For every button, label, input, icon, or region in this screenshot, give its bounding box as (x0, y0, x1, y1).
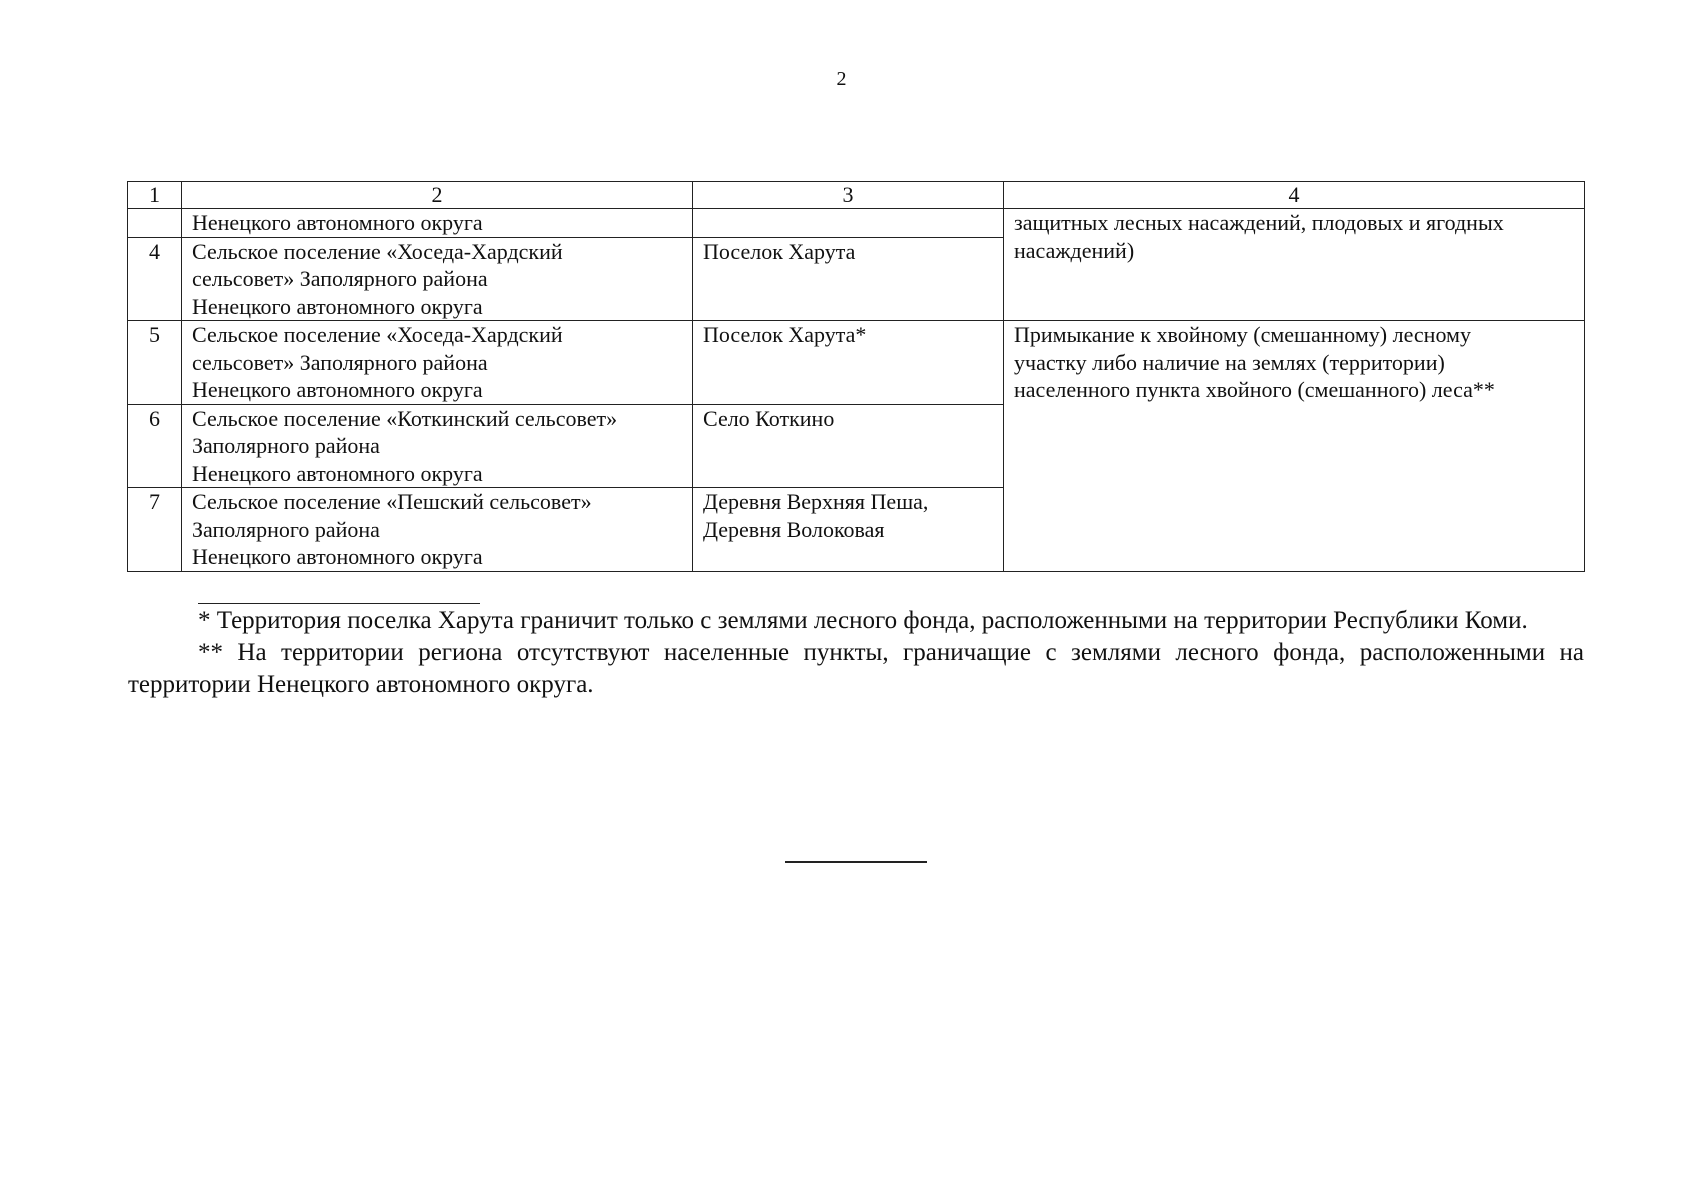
locality-cell (693, 237, 1004, 321)
table-row (128, 321, 1585, 405)
footnote-2: ** На территории региона отсутствуют населенные пункты, граничащие с землями лесного фонда, расположенными на территории Ненецкого автономного округа. (128, 639, 1584, 698)
settlement-cell (182, 321, 693, 405)
settlement-text: Ненецкого автономного округа (192, 544, 483, 569)
row-number-cell (128, 209, 182, 238)
table-header-row (128, 182, 1585, 209)
settlement-text: Ненецкого автономного округа (192, 210, 483, 235)
locality-text: Деревня Волоковая (703, 516, 885, 542)
criterion-text: Примыкание к хвойному (смешанному) лесному (1014, 322, 1471, 347)
settlement-text: Ненецкого автономного округа (192, 377, 483, 402)
column-header-3: 3 (693, 182, 1004, 209)
settlement-cell (182, 404, 693, 488)
settlement-cell (182, 209, 693, 238)
locality-text: Поселок Харута* (703, 322, 867, 347)
column-header-2: 2 (182, 182, 693, 209)
settlements-table (127, 181, 1585, 572)
locality-text: Поселок Харута (703, 238, 856, 264)
footnote-1: * Территория поселка Харута граничит только с землями лесного фонда, расположенными на территории Республики Коми. (198, 607, 1528, 634)
locality-cell (693, 404, 1004, 488)
footnotes (128, 605, 1584, 701)
criterion-text: насаждений) (1014, 237, 1135, 263)
settlement-text: Сельское поселение «Пешский сельсовет» (192, 489, 592, 514)
settlement-text: Ненецкого автономного округа (192, 460, 483, 486)
end-of-document-rule (785, 861, 927, 863)
table-row-continued (128, 209, 1585, 238)
criterion-text: участку либо наличие на землях (территории) (1014, 349, 1445, 375)
settlement-text: Сельское поселение «Коткинский сельсовет» (192, 405, 618, 431)
column-header-4: 4 (1004, 182, 1585, 209)
criterion-text: населенного пункта хвойного (смешанного) леса** (1014, 377, 1495, 402)
settlement-text: сельсовет» Заполярного района (192, 349, 488, 375)
settlement-cell (182, 237, 693, 321)
row-number-cell: 5 (128, 321, 182, 405)
row-number-cell: 4 (128, 237, 182, 321)
settlement-text: Сельское поселение «Хоседа-Хардский (192, 322, 563, 347)
locality-text: Село Коткино (703, 405, 835, 431)
locality-text: Деревня Верхняя Пеша, (703, 489, 929, 514)
row-number-cell: 6 (128, 404, 182, 488)
criterion-cell-b (1004, 321, 1585, 572)
settlement-text: Сельское поселение «Хоседа-Хардский (192, 238, 563, 264)
settlement-text: Ненецкого автономного округа (192, 293, 483, 319)
footnote-separator (198, 603, 480, 604)
criterion-cell-a (1004, 209, 1585, 321)
criterion-text: защитных лесных насаждений, плодовых и ягодных (1014, 210, 1504, 235)
column-header-1: 1 (128, 182, 182, 209)
locality-cell (693, 209, 1004, 238)
locality-cell (693, 321, 1004, 405)
settlement-text: Заполярного района (192, 433, 380, 458)
settlement-text: сельсовет» Заполярного района (192, 266, 488, 291)
page-number: 2 (836, 68, 847, 90)
locality-cell (693, 488, 1004, 572)
settlement-text: Заполярного района (192, 516, 380, 542)
settlement-cell (182, 488, 693, 572)
row-number-cell: 7 (128, 488, 182, 572)
